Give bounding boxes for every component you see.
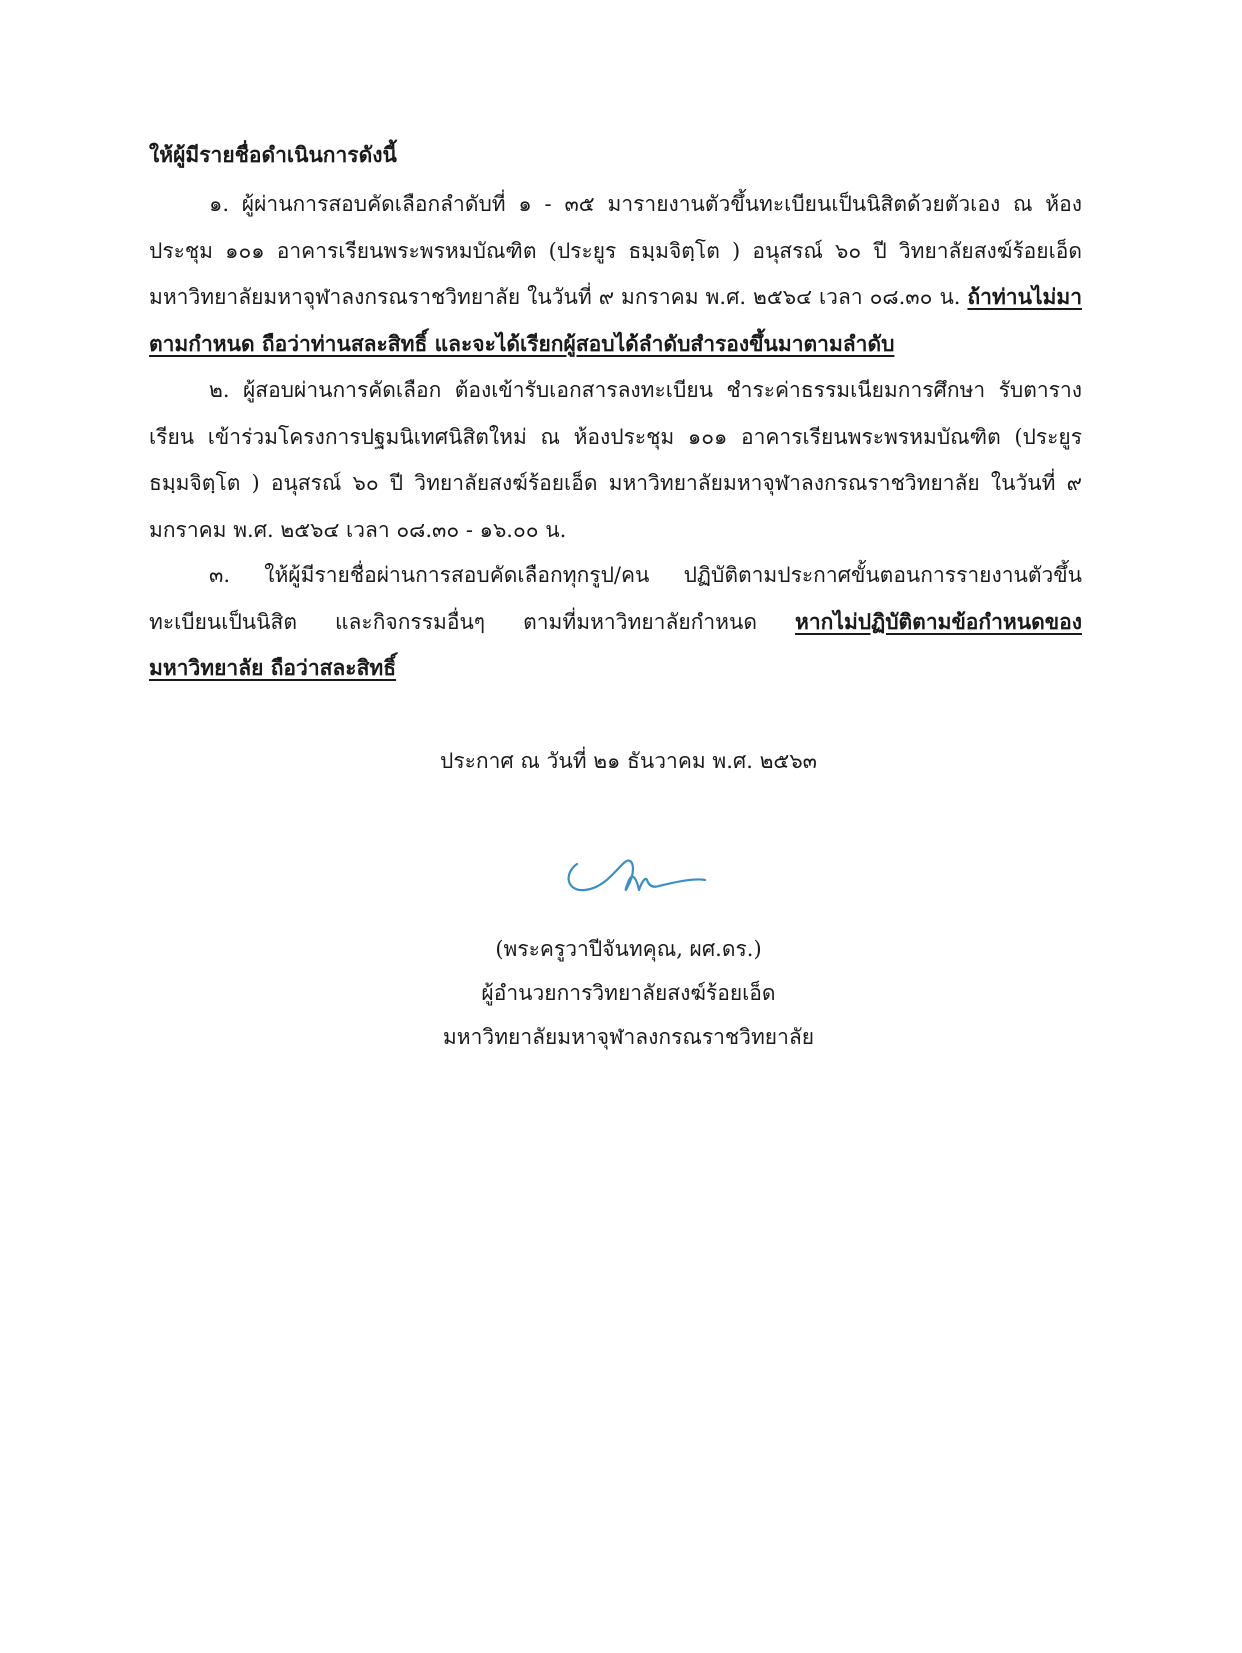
signatory-block xyxy=(0,927,1242,1059)
announcement-dateline: ประกาศ ณ วันที่ ๒๑ ธันวาคม พ.ศ. ๒๕๖๓ xyxy=(439,749,817,773)
signatory-name: (พระครูวาปีจันทคุณ, ผศ.ดร.) xyxy=(495,937,762,961)
instruction-item-2 xyxy=(149,367,1082,553)
signatory-institution: มหาวิทยาลัยมหาจุฬาลงกรณราชวิทยาลัย xyxy=(442,1025,815,1049)
handwritten-signature xyxy=(555,840,735,910)
signatory-position: ผู้อำนวยการวิทยาลัยสงฆ์ร้อยเอ็ด xyxy=(481,981,776,1005)
instruction-item-3 xyxy=(149,552,1082,692)
instruction-item-3-text: ๓. ให้ผู้มีรายชื่อผ่านการสอบคัดเลือกทุกรูป/คน ปฏิบัติตามประกาศขั้นตอนการรายงานตัวขึ้นทะเบียนเป็นนิสิต และกิจกรรมอื่นๆ ตามที่มหาวิทยาลัยกำหนด xyxy=(149,563,1082,634)
instruction-item-1-emphasis: ถ้าท่านไม่มาตามกำหนด ถือว่าท่านสละสิทธิ์ และจะได้เรียกผู้สอบได้ลำดับสำรองขึ้นมาตามลำดับ xyxy=(149,284,1082,356)
instruction-item-1-text: ๑. ผู้ผ่านการสอบคัดเลือกลำดับที่ ๑ - ๓๕ มารายงานตัวขึ้นทะเบียนเป็นนิสิตด้วยตัวเอง ณ ห้องประชุม ๑๐๑ อาคารเรียนพระพรหมบัณฑิต (ประยูร ธมฺมจิตฺโต ) อนุสรณ์ ๖๐ ปี วิทยาลัยสงฆ์ร้อยเอ็ด มหาวิทยาลัยมหาจุฬาลงกรณราชวิทยาลัย ในวันที่ ๙ มกราคม พ.ศ. ๒๕๖๔ เวลา ๐๘.๓๐ น. xyxy=(149,192,1082,309)
instruction-item-2-text: ๒. ผู้สอบผ่านการคัดเลือก ต้องเข้ารับเอกสารลงทะเบียน ชำระค่าธรรมเนียมการศึกษา รับตารางเรียน เข้าร่วมโครงการปฐมนิเทศนิสิตใหม่ ณ ห้องประชุม ๑๐๑ อาคารเรียนพระพรหมบัณฑิต (ประยูร ธมฺมจิตฺโต ) อนุสรณ์ ๖๐ ปี วิทยาลัยสงฆ์ร้อยเอ็ด มหาวิทยาลัยมหาจุฬาลงกรณราชวิทยาลัย ในวันที่ ๙ มกราคม พ.ศ. ๒๕๖๔ เวลา ๐๘.๓๐ - ๑๖.๐๐ น. xyxy=(149,378,1082,542)
instruction-item-3-emphasis: หากไม่ปฏิบัติตามข้อกำหนดของมหาวิทยาลัย ถือว่าสละสิทธิ์ xyxy=(149,608,1082,680)
instructions-heading: ให้ผู้มีรายชื่อดำเนินการดังนี้ xyxy=(149,142,397,167)
instruction-item-1 xyxy=(149,181,1082,367)
